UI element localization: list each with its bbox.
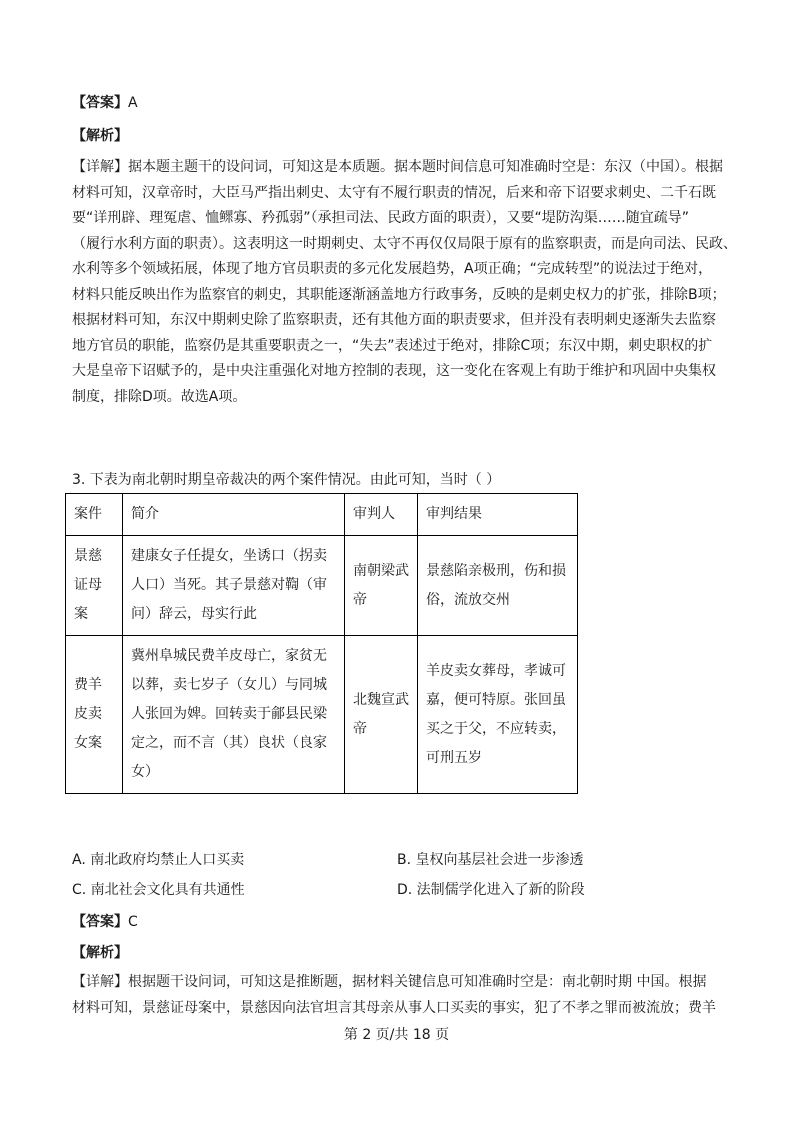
header-cell: 案件 bbox=[66, 494, 123, 536]
answer-label: 【答案】 bbox=[72, 914, 128, 930]
table-header-row bbox=[66, 494, 578, 536]
cell-text: 买之于父，不应转卖， bbox=[426, 720, 566, 737]
cell-text: 女） bbox=[131, 764, 159, 780]
case-result-cell bbox=[418, 636, 578, 794]
table-row bbox=[66, 536, 578, 636]
detail-line: 材料只能反映出作为监察官的刺史，其职能逐渐涵盖地方行政事务，反映的是刺史权力的扩张，排除B项； bbox=[72, 286, 726, 303]
question-stem: 3. 下表为南北朝时期皇帝裁决的两个案件情况。由此可知，当时（ ） bbox=[72, 472, 501, 488]
cell-text: 皮卖 bbox=[74, 706, 102, 722]
detail-line: 【详解】根据题干设问词，可知这是推断题，据材料关键信息可知准确时空是：南北朝时期 中国。根据 bbox=[72, 974, 707, 990]
case-result-cell bbox=[418, 536, 578, 636]
option-c[interactable]: C. 南北社会文化具有共通性 bbox=[72, 882, 245, 898]
answer-value: C bbox=[128, 914, 138, 930]
cell-text: 景慈陷亲极刑，伤和损 bbox=[426, 562, 566, 579]
analysis-label: 【解析】 bbox=[72, 128, 128, 144]
cell-text: 俗，流放交州 bbox=[426, 591, 510, 608]
detail-line: 大是皇帝下诏赋予的，是中央注重强化对地方控制的表现，这一变化在客观上有助于维护和巩固中央集权 bbox=[72, 363, 716, 379]
cell-text: 人张回为婢。回转卖于鄃县民梁 bbox=[131, 706, 327, 722]
cell-text: 南朝梁武 bbox=[353, 562, 409, 579]
header-cell: 审判结果 bbox=[418, 494, 578, 536]
cell-text: 嘉，便可特原。张回虽 bbox=[426, 691, 566, 708]
cell-text: 景慈 bbox=[74, 548, 102, 564]
analysis-label: 【解析】 bbox=[72, 945, 128, 961]
cell-text: 定之，而不言（其）良状（良家 bbox=[131, 735, 327, 751]
answer-label: 【答案】 bbox=[72, 95, 128, 111]
detail-line: 水利等多个领域拓展，体现了地方官员职责的多元化发展趋势，A项正确；“完成转型”的说法过于绝对， bbox=[72, 261, 713, 277]
case-judge-cell bbox=[345, 636, 418, 794]
case-name-cell bbox=[66, 536, 123, 636]
cell-text: 人口）当死。其子景慈对鞫（审 bbox=[131, 577, 327, 593]
case-summary-cell bbox=[123, 536, 345, 636]
cell-text: 案 bbox=[74, 606, 88, 622]
cell-text: 帝 bbox=[353, 591, 367, 608]
detail-line: 材料可知，汉章帝时，大臣马严指出刺史、太守有不履行职责的情况，后来和帝下诏要求刺史、二千石既 bbox=[72, 184, 716, 201]
cell-text: 女案 bbox=[74, 735, 102, 751]
detail-line: 要“详刑辟、理冤虐、恤鳏寡、矜孤弱”（承担司法、民政方面的职责），又要“堤防沟渠……随宜疏导” bbox=[72, 210, 690, 226]
cell-text: 帝 bbox=[353, 720, 367, 737]
answer-line-2 bbox=[72, 912, 138, 932]
detail-line: 制度，排除D项。故选A项。 bbox=[72, 388, 247, 405]
cell-text: 建康女子任提女，坐诱口（拐卖 bbox=[131, 548, 327, 564]
option-a[interactable]: A. 南北政府均禁止人口买卖 bbox=[72, 852, 245, 868]
detail-line: 【详解】据本题主题干的设问词，可知这是本质题。据本题时间信息可知准确时空是：东汉（中国）。根据 bbox=[72, 159, 723, 175]
cell-text: 问）辞云，母实行此 bbox=[131, 606, 257, 622]
page-footer: 第 2 页/共 18 页 bbox=[343, 1027, 450, 1043]
detail-paragraph-1 bbox=[72, 155, 737, 410]
case-judge-cell bbox=[345, 536, 418, 636]
header-cell: 简介 bbox=[123, 494, 345, 536]
header-cell: 审判人 bbox=[345, 494, 418, 536]
case-name-cell bbox=[66, 636, 123, 794]
detail-line: 材料可知，景慈证母案中，景慈因向法官坦言其母亲从事人口买卖的事实，犯了不孝之罪而被流放；费羊 bbox=[72, 999, 716, 1016]
cell-text: 可刑五岁 bbox=[426, 749, 482, 766]
cell-text: 费羊 bbox=[74, 677, 102, 693]
cell-text: 证母 bbox=[74, 577, 102, 593]
detail-paragraph-2 bbox=[72, 970, 732, 1021]
answer-line-1 bbox=[72, 93, 138, 113]
answer-value: A bbox=[128, 95, 138, 111]
cell-text: 以葬，卖七岁子（女儿）与同城 bbox=[131, 677, 327, 693]
table-row bbox=[66, 636, 578, 794]
option-d[interactable]: D. 法制儒学化进入了新的阶段 bbox=[397, 882, 585, 898]
cases-table bbox=[65, 493, 578, 794]
cell-text: 羊皮卖女葬母，孝诚可 bbox=[426, 662, 566, 679]
detail-line: 地方官员的职能，监察仍是其重要职责之一，“失去”表述过于绝对，排除C项；东汉中期，刺史职权的扩 bbox=[72, 337, 713, 354]
cell-text: 北魏宣武 bbox=[353, 691, 409, 708]
case-summary-cell bbox=[123, 636, 345, 794]
detail-line: （履行水利方面的职责）。这表明这一时期刺史、太守不再仅仅局限于原有的监察职责，而是向司法、民政、 bbox=[72, 235, 737, 252]
detail-line: 根据材料可知，东汉中期刺史除了监察职责，还有其他方面的职责要求，但并没有表明刺史逐渐失去监察 bbox=[72, 312, 716, 328]
option-b[interactable]: B. 皇权向基层社会进一步渗透 bbox=[397, 852, 584, 868]
cell-text: 冀州阜城民费羊皮母亡，家贫无 bbox=[131, 648, 327, 664]
